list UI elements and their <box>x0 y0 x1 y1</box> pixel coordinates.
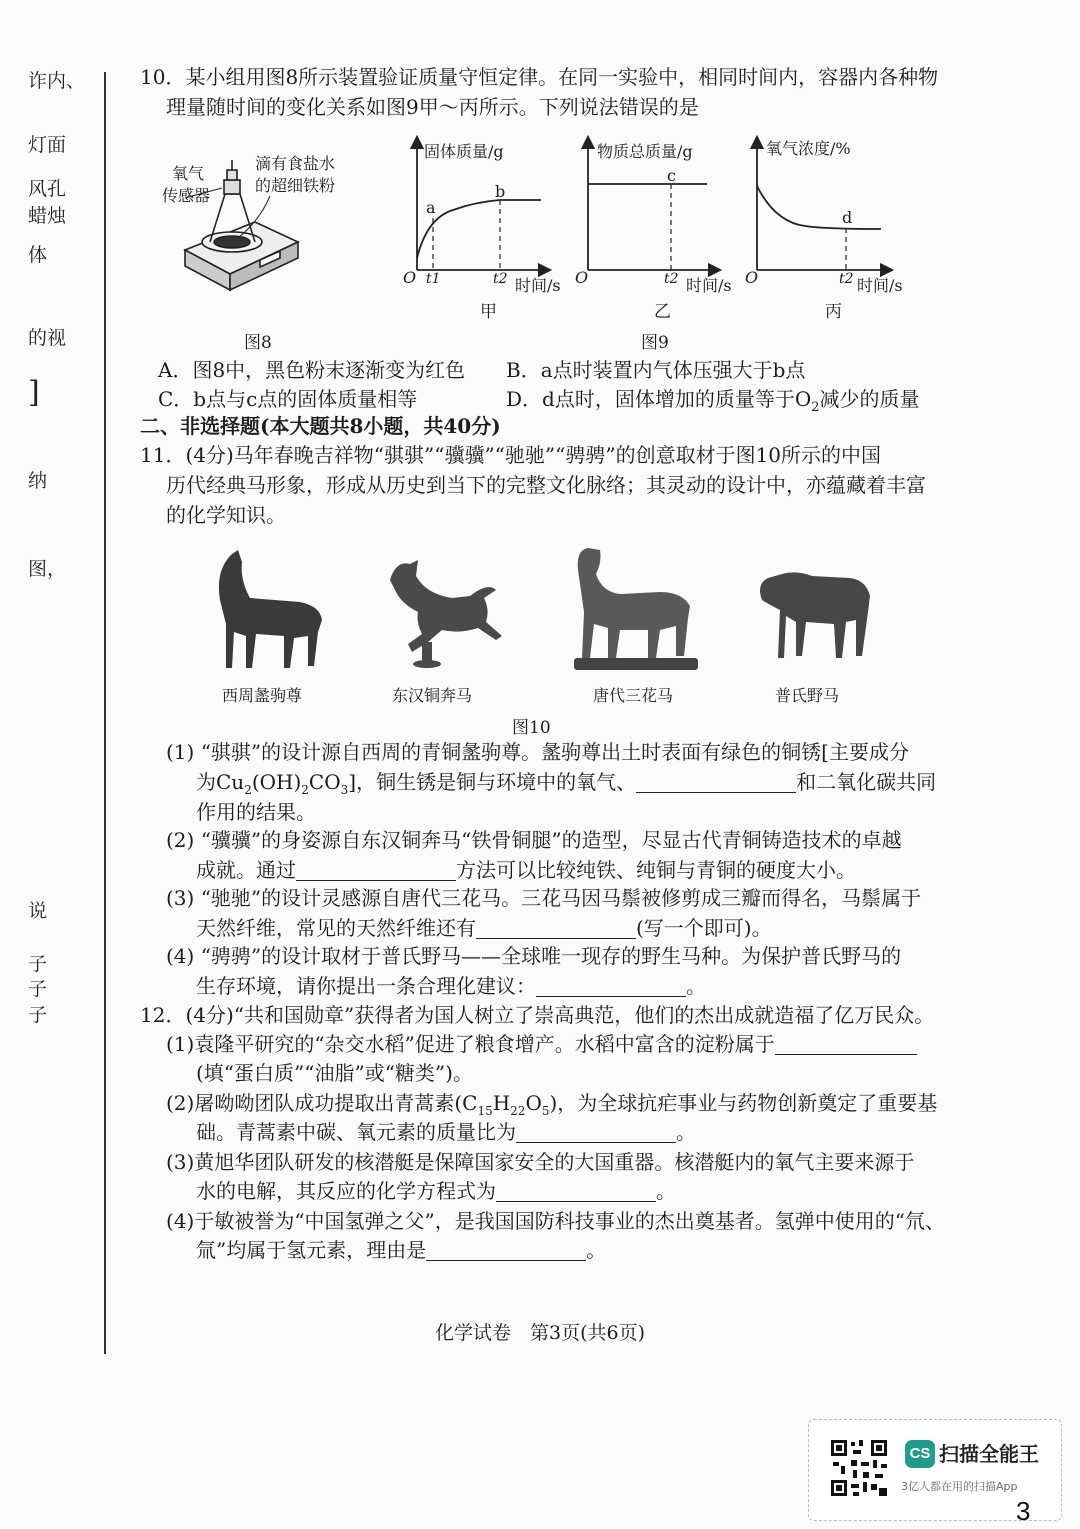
chart-bing-xlabel: 时间/s <box>857 276 903 295</box>
margin-fragment: 蜡烛 <box>28 205 67 227</box>
q10-option-b: B．a点时装置内气体压强大于b点 <box>506 358 806 382</box>
fig10-horses <box>190 540 890 680</box>
fig10-caption: 图10 <box>512 718 551 738</box>
horse-label: 普氏野马 <box>775 686 840 705</box>
answer-blank[interactable] <box>476 916 636 939</box>
chart-jia-xlabel: 时间/s <box>515 276 561 295</box>
answer-blank[interactable] <box>636 770 796 793</box>
oxygen-sensor-icon <box>224 160 240 194</box>
chart-jia-t2: t2 <box>493 271 508 287</box>
scanner-tagline: 3亿人都在用的扫描App <box>901 1480 1018 1493</box>
q12-sub1-line1: (1)袁隆平研究的“杂交水稻”促进了粮食增产。水稻中富含的淀粉属于 <box>166 1029 917 1059</box>
q11-stem-line2: 历代经典马形象，形成从历史到当下的完整文化脉络；其灵动的设计中，亦蕴藏着丰富 <box>166 473 926 497</box>
camscanner-logo: CS <box>905 1440 935 1468</box>
chart-yi-point-c: c <box>667 166 676 185</box>
q11-sub4-line2: 生存环境，请你提出一条合理化建议： 。 <box>196 974 706 998</box>
answer-blank[interactable] <box>426 1238 586 1261</box>
q11-sub4-line1: (4) “骋骋”的设计取材于普氏野马——全球唯一现存的野生马种。为保护普氏野马的 <box>166 944 902 968</box>
chart-yi-title: 乙 <box>654 302 671 322</box>
chart-bing-title: 丙 <box>825 302 842 322</box>
binding-line <box>104 72 106 1354</box>
q11-sub1-line2: 为$Cu_2(OH)_2CO_3$]，铜生锈是铜与环境中的氧气、 和二氧化碳共同 <box>196 770 937 797</box>
fig8-sensor-label: 氧气 传感器 <box>162 164 211 205</box>
margin-fragment: 体 <box>28 244 48 266</box>
margin-fragment: ] <box>28 375 40 410</box>
q11-stem-line1: 11．(4分)马年春晚吉祥物“骐骐”“骥骥”“驰驰”“骋骋”的创意取材于图10所示的中国 <box>140 443 882 467</box>
q11-sub2-line2: 成就。通过 方法可以比较纯铁、纯铜与青铜的硬度大小。 <box>196 858 856 882</box>
horse-icon <box>574 548 698 670</box>
chart-jia-t1: t1 <box>426 271 441 287</box>
q11-stem-line3: 的化学知识。 <box>166 503 286 527</box>
qr-code-icon <box>829 1438 889 1498</box>
section2-heading: 二、非选择题(本大题共8小题，共40分) <box>140 414 501 438</box>
q12-sub2-line1: (2)屠呦呦团队成功提取出青蒿素$(C_{15}H_{22}O_5)$，为全球抗疟事业与药物创新奠定了重要基 <box>166 1091 938 1118</box>
horse-icon <box>390 560 502 668</box>
chart-bing-curve <box>757 186 881 229</box>
q11-sub1-line3: 作用的结果。 <box>196 800 316 824</box>
q11-sub1-line1: (1) “骐骐”的设计源自西周的青铜盠驹尊。盠驹尊出土时表面有绿色的铜锈[主要成分 <box>166 740 909 764</box>
chart-bing-t2: t2 <box>839 271 854 287</box>
chart-bing-origin: O <box>745 268 759 287</box>
margin-fragment: 风孔 <box>28 178 67 200</box>
answer-blank[interactable] <box>536 974 686 997</box>
q11-sub2-line1: (2) “骥骥”的身姿源自东汉铜奔马“铁骨铜腿”的造型，尽显古代青铜铸造技术的卓越 <box>166 828 902 852</box>
answer-blank[interactable] <box>516 1120 676 1143</box>
q12-sub4-line2: 氚”均属于氢元素，理由是 。 <box>196 1238 607 1262</box>
q12-sub3-line1: (3)黄旭华团队研发的核潜艇是保障国家安全的大国重器。核潜艇内的氧气主要来源于 <box>166 1150 915 1174</box>
margin-fragment: 图， <box>28 558 67 580</box>
chart-jia-title: 甲 <box>480 302 497 322</box>
page-footer: 化学试卷 第3页(共6页) <box>434 1322 645 1344</box>
q12-sub1-line2: (填“蛋白质”“油脂”或“糖类”)。 <box>196 1061 473 1085</box>
chart-bing <box>757 142 887 270</box>
chart-jia-origin: O <box>403 268 417 287</box>
margin-fragment: 说 <box>28 900 48 922</box>
answer-blank[interactable] <box>775 1032 917 1055</box>
chart-yi-ylabel: 物质总质量/g <box>597 142 693 161</box>
chart-jia-ylabel: 固体质量/g <box>424 142 504 161</box>
q12-sub3-line2: 水的电解，其反应的化学方程式为 。 <box>196 1179 676 1203</box>
q10-stem-line1: 10．某小组用图8所示装置验证质量守恒定律。在同一实验中，相同时间内，容器内各种物 <box>140 65 939 89</box>
margin-fragment: 子 <box>28 978 48 1000</box>
chart-bing-ylabel: 氧气浓度/% <box>766 139 851 158</box>
horse-label: 西周盠驹尊 <box>222 686 303 705</box>
margin-fragment: 纳 <box>28 470 48 492</box>
fig9-caption: 图9 <box>641 333 669 353</box>
margin-fragment: 诈内、 <box>28 70 86 92</box>
chart-jia-point-a: a <box>426 198 436 217</box>
q12-sub2-line2: 础。青蒿素中碳、氧元素的质量比为 。 <box>196 1120 696 1144</box>
chart-jia-point-b: b <box>495 182 506 201</box>
q12-sub4-line1: (4)于敏被誉为“中国氢弹之父”，是我国国防科技事业的杰出奠基者。氢弹中使用的“氘、 <box>166 1209 946 1233</box>
chart-yi-origin: O <box>575 268 589 287</box>
q10-option-a: A．图8中，黑色粉末逐渐变为红色 <box>158 358 466 382</box>
fig8-caption: 图8 <box>244 333 272 353</box>
margin-fragment: 子 <box>28 1004 48 1026</box>
chart-yi-xlabel: 时间/s <box>686 276 732 295</box>
q11-sub3-line1: (3) “驰驰”的设计灵感源自唐代三花马。三花马因马鬃被修剪成三瓣而得名，马鬃属于 <box>166 886 922 910</box>
answer-blank[interactable] <box>496 1179 656 1202</box>
chart-yi-t2: t2 <box>664 271 679 287</box>
margin-fragment: 灯面 <box>28 134 67 156</box>
page-number: 3 <box>1016 1496 1031 1526</box>
answer-blank[interactable] <box>296 858 456 881</box>
chart-bing-point-d: d <box>842 208 853 227</box>
q10-option-c: C．b点与c点的固体质量相等 <box>158 387 418 411</box>
q11-sub3-line2: 天然纤维，常见的天然纤维还有 (写一个即可)。 <box>196 916 772 940</box>
q10-option-d: D．d点时，固体增加的质量等于$O_2$减少的质量 <box>506 387 920 415</box>
q12-stem: 12．(4分)“共和国勋章”获得者为国人树立了崇高典范，他们的杰出成就造福了亿万民众。 <box>140 1003 935 1027</box>
scanner-app-name: 扫描全能王 <box>939 1442 1039 1466</box>
margin-fragment: 子 <box>28 953 48 975</box>
horse-label: 东汉铜奔马 <box>392 686 473 705</box>
margin-fragment: 的视 <box>28 327 67 349</box>
q10-stem-line2: 理量随时间的变化关系如图9甲～丙所示。下列说法错误的是 <box>166 95 699 119</box>
horse-icon <box>760 572 870 658</box>
horse-icon <box>219 550 322 668</box>
fig8-powder-label: 滴有食盐水 的超细铁粉 <box>255 154 336 195</box>
horse-label: 唐代三花马 <box>593 686 674 705</box>
